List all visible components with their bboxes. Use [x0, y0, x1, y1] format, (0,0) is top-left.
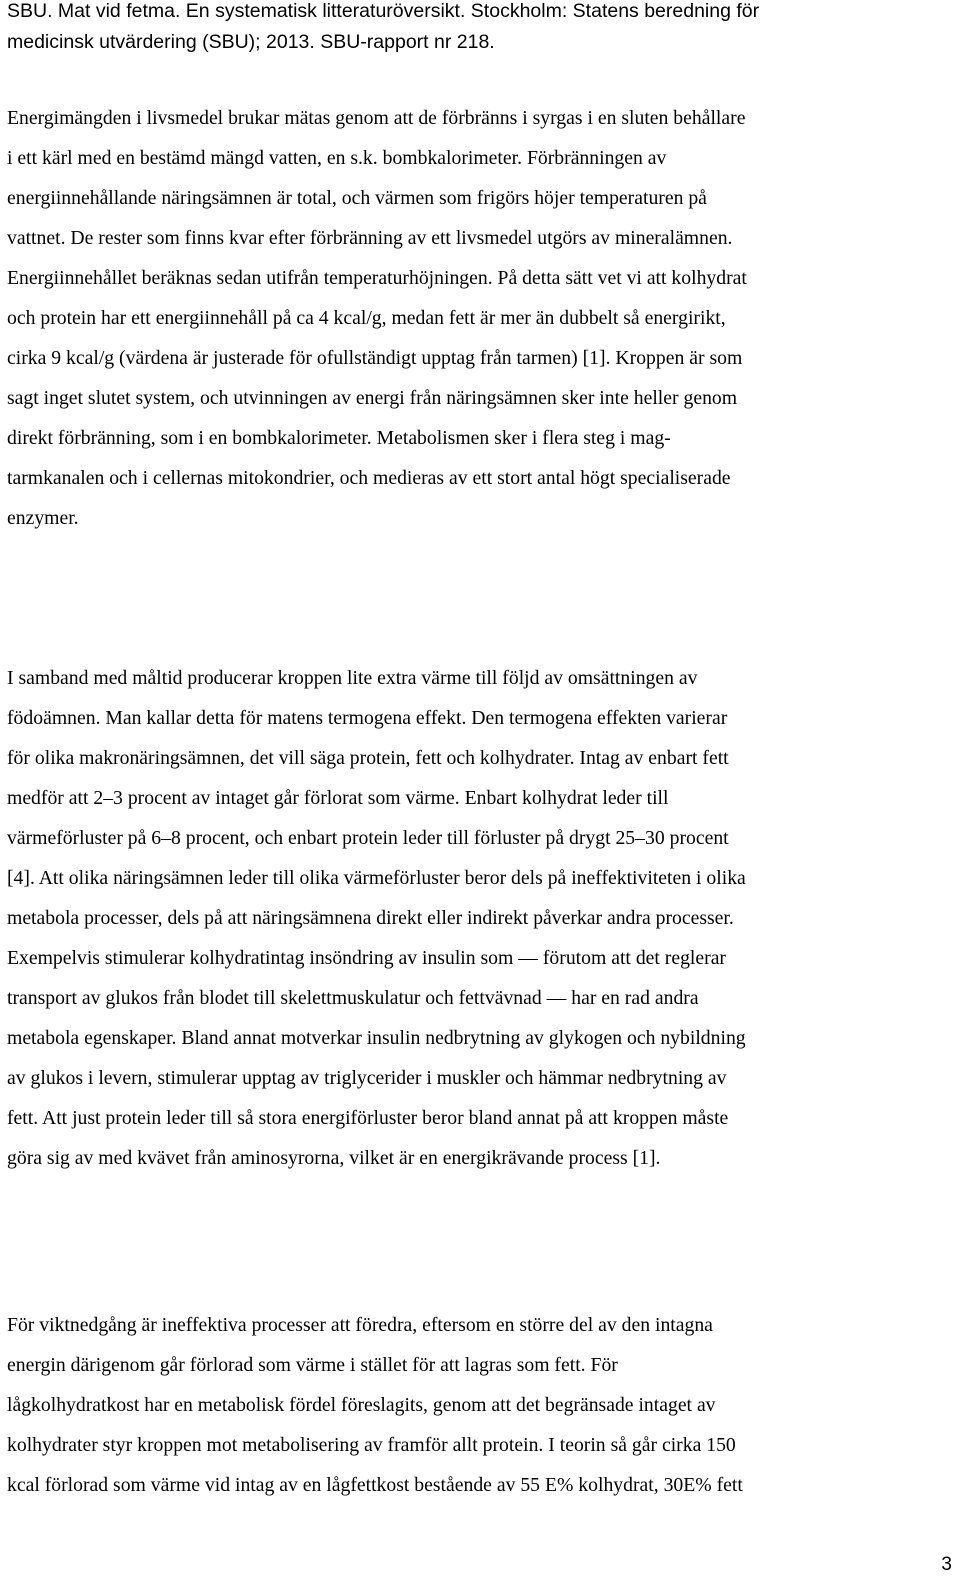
text-line: energiinnehållande näringsämnen är total, och värmen som frigörs höjer temperaturen på [7, 187, 707, 209]
text-line: fett. Att just protein leder till så stora energiförluster beror bland annat på att kroppen måste [7, 1107, 729, 1129]
paragraph-thermogenic-effect [7, 658, 952, 1178]
text-line: värmeförluster på 6–8 procent, och enbart protein leder till förluster på drygt 25–30 procent [7, 827, 729, 849]
text-line: cirka 9 kcal/g (värdena är justerade för ofullständigt upptag från tarmen) [1]. Kroppen är som [7, 347, 743, 369]
text-line: av glukos i levern, stimulerar upptag av triglycerider i muskler och hämmar nedbrytning av [7, 1067, 727, 1089]
text-line: kcal förlorad som värme vid intag av en lågfettkost bestående av 55 E% kolhydrat, 30E% fett [7, 1474, 743, 1496]
text-line: Energimängden i livsmedel brukar mätas genom att de förbränns i syrgas i en sluten behållare [7, 107, 746, 129]
text-line: enzymer. [7, 507, 79, 529]
text-line: För viktnedgång är ineffektiva processer att föredra, eftersom en större del av den intagna [7, 1314, 713, 1336]
text-line: tarmkanalen och i cellernas mitokondrier, och medieras av ett stort antal högt specialiserade [7, 467, 731, 489]
text-line: vattnet. De rester som finns kvar efter förbränning av ett livsmedel utgörs av mineralämnen. [7, 227, 733, 249]
paragraph-weight-loss [7, 1305, 952, 1505]
text-line: för olika makronäringsämnen, det vill säga protein, fett och kolhydrater. Intag av enbart fett [7, 747, 729, 769]
text-line: direkt förbränning, som i en bombkalorimeter. Metabolismen sker i flera steg i mag- [7, 427, 671, 449]
text-line: I samband med måltid producerar kroppen lite extra värme till följd av omsättningen av [7, 667, 698, 689]
text-line: energin därigenom går förlorad som värme i stället för att lagras som fett. För [7, 1354, 618, 1376]
text-line: [4]. Att olika näringsämnen leder till olika värmeförluster beror dels på ineffektiviteten i olika [7, 867, 746, 889]
paragraph-energy-measurement [7, 98, 952, 538]
text-line: metabola processer, dels på att näringsämnena direkt eller indirekt påverkar andra processer. [7, 907, 734, 929]
reference-line-2: medicinsk utvärdering (SBU); 2013. SBU-rapport nr 218. [7, 31, 495, 53]
text-line: lågkolhydratkost har en metabolisk fördel föreslagits, genom att det begränsade intaget av [7, 1394, 716, 1416]
text-line: göra sig av med kvävet från aminosyrorna, vilket är en energikrävande process [1]. [7, 1147, 661, 1169]
text-line: transport av glukos från blodet till skelettmuskulatur och fettvävnad — har en rad andra [7, 987, 699, 1009]
reference-line-1: SBU. Mat vid fetma. En systematisk litteraturöversikt. Stockholm: Statens beredning för [7, 0, 760, 22]
text-line: metabola egenskaper. Bland annat motverkar insulin nedbrytning av glykogen och nybildning [7, 1027, 746, 1049]
text-line: och protein har ett energiinnehåll på ca 4 kcal/g, medan fett är mer än dubbelt så energirikt, [7, 307, 726, 329]
text-line: Exempelvis stimulerar kolhydratintag insöndring av insulin som — förutom att det reglerar [7, 947, 726, 969]
text-line: sagt inget slutet system, och utvinningen av energi från näringsämnen sker inte heller genom [7, 387, 738, 409]
text-line: kolhydrater styr kroppen mot metabolisering av framför allt protein. I teorin så går cirka 150 [7, 1434, 736, 1456]
text-line: Energiinnehållet beräknas sedan utifrån temperaturhöjningen. På detta sätt vet vi att kolhydrat [7, 267, 747, 289]
page-number: 3 [941, 1554, 952, 1575]
text-line: i ett kärl med en bestämd mängd vatten, en s.k. bombkalorimeter. Förbränningen av [7, 147, 667, 169]
text-line: medför att 2–3 procent av intaget går förlorat som värme. Enbart kolhydrat leder till [7, 787, 669, 809]
text-line: födoämnen. Man kallar detta för matens termogena effekt. Den termogena effekten varierar [7, 707, 728, 729]
